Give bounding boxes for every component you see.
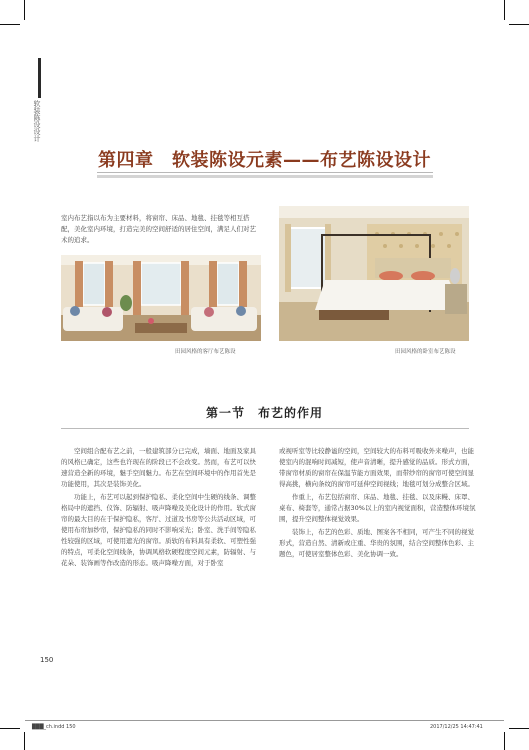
crop-mark <box>509 728 529 729</box>
sidebar-accent-bar <box>38 58 41 98</box>
footer-rule <box>25 720 504 721</box>
crop-mark <box>24 0 25 20</box>
living-room-caption: 田园风格的客厅布艺陈设 <box>175 349 236 355</box>
paragraph: 或视听室等比较静谧的空间，空间较大的布料可吸收外来噪声，也能使室内的混响时间减短，使声音清晰，提升感觉的品质。形式方面，带窗帘材质的窗帘在保温节能方面效果，而带纱帘的窗帘可使空间显得高挑，横向条纹的窗帘可延伸空间视线；地毯可划分成整合区域。 <box>279 447 474 488</box>
crop-mark <box>504 0 505 20</box>
paragraph: 装饰上，布艺的色彩、质地、图案各不相同，可产生不同的视觉形式，营造自然、清新或庄重、华贵的氛围，结合空间整体色彩、主题色，可使居室整体色彩、美化协调一致。 <box>279 528 474 558</box>
title-rule-band <box>97 175 433 178</box>
crop-mark <box>24 732 25 750</box>
bedroom-caption: 田园风格的卧室布艺陈设 <box>395 349 456 355</box>
bedroom-illustration <box>279 206 469 341</box>
crop-mark <box>509 24 529 25</box>
footer-file-info: ███_ch.indd 150 <box>32 724 76 730</box>
page-number: 150 <box>40 656 54 664</box>
chapter-title: 第四章 软装陈设元素——布艺陈设设计 <box>98 150 431 171</box>
bedroom-photo <box>279 206 469 341</box>
crop-mark <box>0 24 20 25</box>
intro-paragraph: 室内布艺指以布为主要材料，将窗帘、床品、地毯、挂毯等相互搭配，美化室内环境，打造完美的空间舒适的居住空间，满足人们对艺术的追求。 <box>61 214 256 244</box>
paragraph: 空间组合配布艺之前，一般建筑部分已完成，墙面、地面及家具的风格已确定，这些也许现在的阶段已不会改变。然而，布艺可以快速营造全新的环境，魅手空间魅力。布艺在空间环境中的作用首先是功能使用，其次是装饰美化。 <box>61 447 256 488</box>
right-column <box>279 446 479 562</box>
section-divider <box>61 428 469 429</box>
crop-mark <box>504 732 505 750</box>
title-rule <box>97 172 433 173</box>
left-column <box>61 446 261 571</box>
living-room-illustration <box>61 255 261 341</box>
footer-timestamp: 2017/12/25 14:47:41 <box>430 724 483 730</box>
crop-mark <box>0 728 20 729</box>
paragraph: 作重上，布艺包括窗帘、床品、地毯、挂毯、以及床幔、床罩、桌布、椅套等，通常占据30%以上的室内视觉面积，营造整体环境氛围，提升空间整体视觉效果。 <box>279 493 476 523</box>
paragraph: 功能上，布艺可以起到保护隐私、柔化空间中生硬的线条、调整格局中的遮挡、仪饰、防辐射、吸声降噪及美化设计的作用。软式窗帘的最大目的在于保护隐私，客厅、过道及书房等公共活动区域，可使用布帘加纱帘，保护隐私的同时不影响采光；卧室、洗手间等隐私性较强的区域，可使用遮光的窗帘。质软的布料具有柔软、可塑性强的特点，可柔化空间线条，协调风格软硬程度空间元素，防辐射、与花朵、装饰画等作改造的形态。吸声降噪方面，对于卧室 <box>61 493 256 567</box>
side-running-title: 软装陈设设计 <box>33 100 41 142</box>
living-room-photo <box>61 255 261 341</box>
section-title: 第一节 布艺的作用 <box>205 406 323 420</box>
